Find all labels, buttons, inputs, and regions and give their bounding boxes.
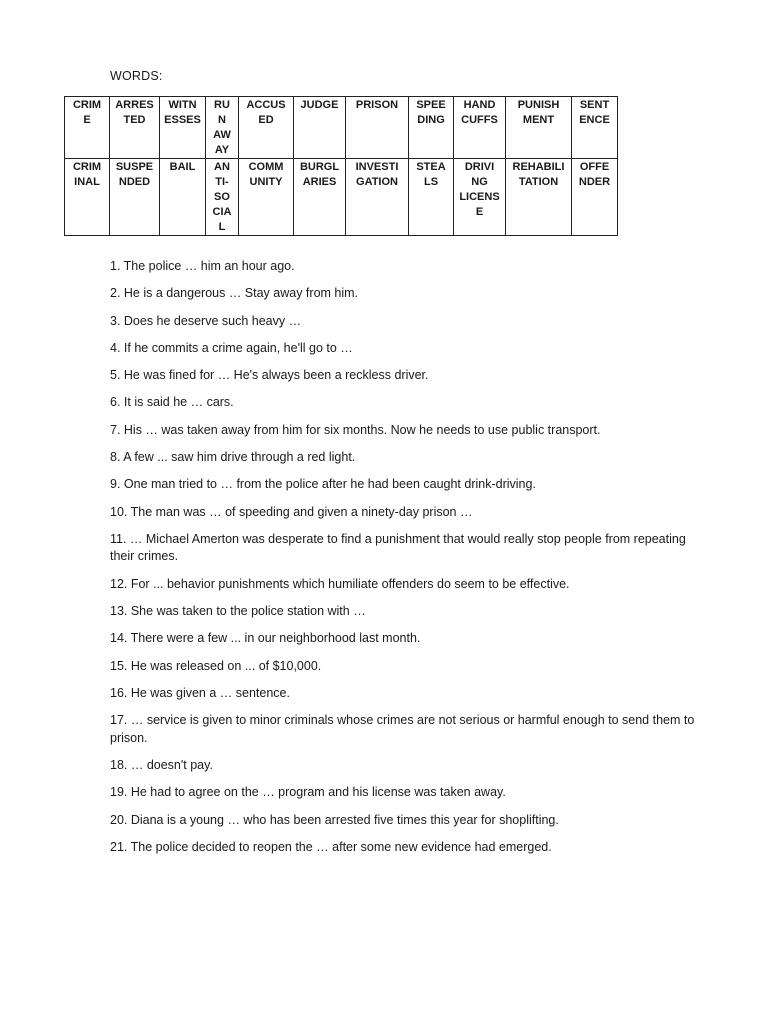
- table-cell: PRISON: [346, 97, 409, 159]
- table-cell: WITN ESSES: [160, 97, 206, 159]
- question-item: 1. The police … him an hour ago.: [110, 259, 295, 273]
- table-cell: CRIM E: [65, 97, 110, 159]
- table-cell: PUNISH MENT: [506, 97, 572, 159]
- table-cell: ACCUS ED: [239, 97, 294, 159]
- question-item: 16. He was given a … sentence.: [110, 685, 290, 700]
- question-item: 11. … Michael Amerton was desperate to find a punishment that would really stop people from repeating their crimes.: [110, 531, 686, 564]
- question-item: 3. Does he deserve such heavy …: [110, 313, 302, 328]
- question-item: 20. Diana is a young … who has been arrested five times this year for shoplifting.: [110, 812, 559, 827]
- table-row: [65, 159, 618, 236]
- table-cell: SPEE DING: [409, 97, 454, 159]
- table-cell: OFFE NDER: [572, 159, 618, 236]
- table-cell: CRIM INAL: [65, 159, 110, 236]
- question-item: 21. The police decided to reopen the … after some new evidence had emerged.: [110, 839, 552, 854]
- question-item: 13. She was taken to the police station with …: [110, 604, 366, 619]
- table-cell: INVESTI GATION: [346, 159, 409, 236]
- question-item: 9. One man tried to … from the police after he had been caught drink-driving.: [110, 477, 536, 492]
- table-cell: AN TI- SO CIA L: [206, 159, 239, 236]
- table-cell: ARRES TED: [110, 97, 160, 159]
- table-cell: JUDGE: [294, 97, 346, 159]
- question-item: 2. He is a dangerous … Stay away from him.: [110, 286, 359, 301]
- question-item: 6. It is said he … cars.: [110, 395, 234, 410]
- question-item: 17. … service is given to minor criminals whose crimes are not serious or harmful enough to send them to prison.: [110, 713, 695, 745]
- table-cell: RU N AW AY: [206, 97, 239, 159]
- question-item: 19. He had to agree on the … program and his license was taken away.: [110, 785, 506, 800]
- question-item: 15. He was released on ... of $10,000.: [110, 658, 322, 673]
- words-heading: WORDS:: [110, 69, 163, 83]
- table-cell: BAIL: [160, 159, 206, 236]
- table-cell: COMM UNITY: [239, 159, 294, 236]
- table-cell: HAND CUFFS: [454, 97, 506, 159]
- question-item: 18. … doesn't pay.: [110, 758, 213, 773]
- question-list: [110, 258, 710, 866]
- word-table: [64, 96, 618, 236]
- table-cell: REHABILI TATION: [506, 159, 572, 236]
- question-item: 10. The man was … of speeding and given a ninety-day prison …: [110, 504, 473, 519]
- question-item: 14. There were a few ... in our neighborhood last month.: [110, 631, 421, 646]
- table-cell: BURGL ARIES: [294, 159, 346, 236]
- table-cell: SENT ENCE: [572, 97, 618, 159]
- question-item: 12. For ... behavior punishments which humiliate offenders do seem to be effective.: [110, 576, 570, 591]
- table-row: [65, 97, 618, 159]
- question-item: 4. If he commits a crime again, he'll go to …: [110, 340, 353, 355]
- question-item: 7. His … was taken away from him for six months. Now he needs to use public transport.: [110, 422, 601, 437]
- table-cell: DRIVI NG LICENS E: [454, 159, 506, 236]
- question-item: 8. A few ... saw him drive through a red light.: [110, 450, 356, 465]
- question-item: 5. He was fined for … He's always been a reckless driver.: [110, 368, 429, 383]
- table-cell: STEA LS: [409, 159, 454, 236]
- table-cell: SUSPE NDED: [110, 159, 160, 236]
